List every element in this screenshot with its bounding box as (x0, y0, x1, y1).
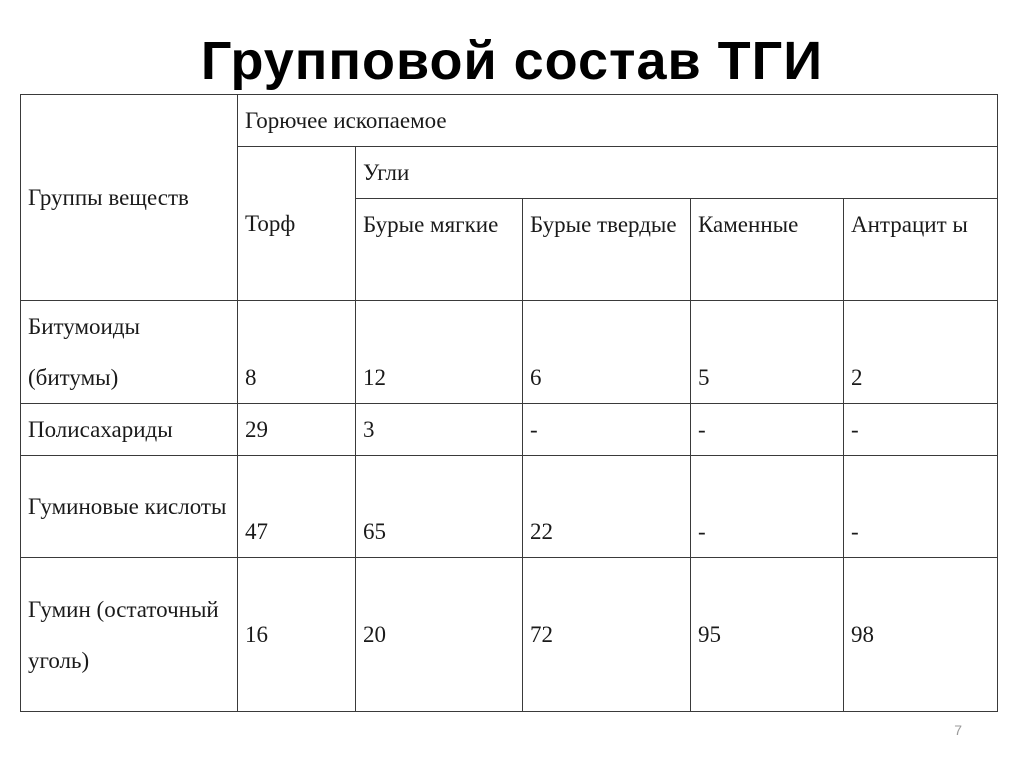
header-coals: Угли (356, 147, 998, 199)
cell-anthracite: - (844, 456, 998, 558)
cell-hard-coal: 5 (691, 301, 844, 404)
cell-anthracite: - (844, 404, 998, 456)
row-name: Битумоиды (битумы) (21, 301, 238, 404)
header-peat: Торф (238, 147, 356, 301)
header-hard-coal: Каменные (691, 199, 844, 301)
cell-brown-soft: 12 (356, 301, 523, 404)
cell-brown-soft: 20 (356, 558, 523, 712)
cell-anthracite: 98 (844, 558, 998, 712)
cell-brown-hard: - (523, 404, 691, 456)
header-anthracite: Антрацит ы (844, 199, 998, 301)
cell-peat: 16 (238, 558, 356, 712)
cell-brown-soft: 3 (356, 404, 523, 456)
header-row-1 (21, 95, 998, 147)
table-row (21, 558, 998, 712)
cell-peat: 47 (238, 456, 356, 558)
cell-hard-coal: - (691, 404, 844, 456)
group-composition-table (20, 94, 998, 712)
cell-hard-coal: - (691, 456, 844, 558)
row-name: Гумин (остаточный уголь) (21, 558, 238, 712)
cell-anthracite: 2 (844, 301, 998, 404)
table-row (21, 404, 998, 456)
cell-brown-soft: 65 (356, 456, 523, 558)
header-brown-soft: Бурые мягкие (356, 199, 523, 301)
row-name: Гуминовые кислоты (21, 456, 238, 558)
cell-brown-hard: 22 (523, 456, 691, 558)
table-row (21, 456, 998, 558)
cell-peat: 29 (238, 404, 356, 456)
table-row (21, 301, 998, 404)
slide-title: Групповой состав ТГИ (200, 31, 824, 91)
cell-peat: 8 (238, 301, 356, 404)
header-brown-hard: Бурые твердые (523, 199, 691, 301)
row-name: Полисахариды (21, 404, 238, 456)
cell-brown-hard: 6 (523, 301, 691, 404)
page-number: 7 (954, 722, 962, 738)
cell-brown-hard: 72 (523, 558, 691, 712)
header-groups: Группы веществ (21, 95, 238, 301)
header-fossil-fuel: Горючее ископаемое (238, 95, 998, 147)
cell-hard-coal: 95 (691, 558, 844, 712)
